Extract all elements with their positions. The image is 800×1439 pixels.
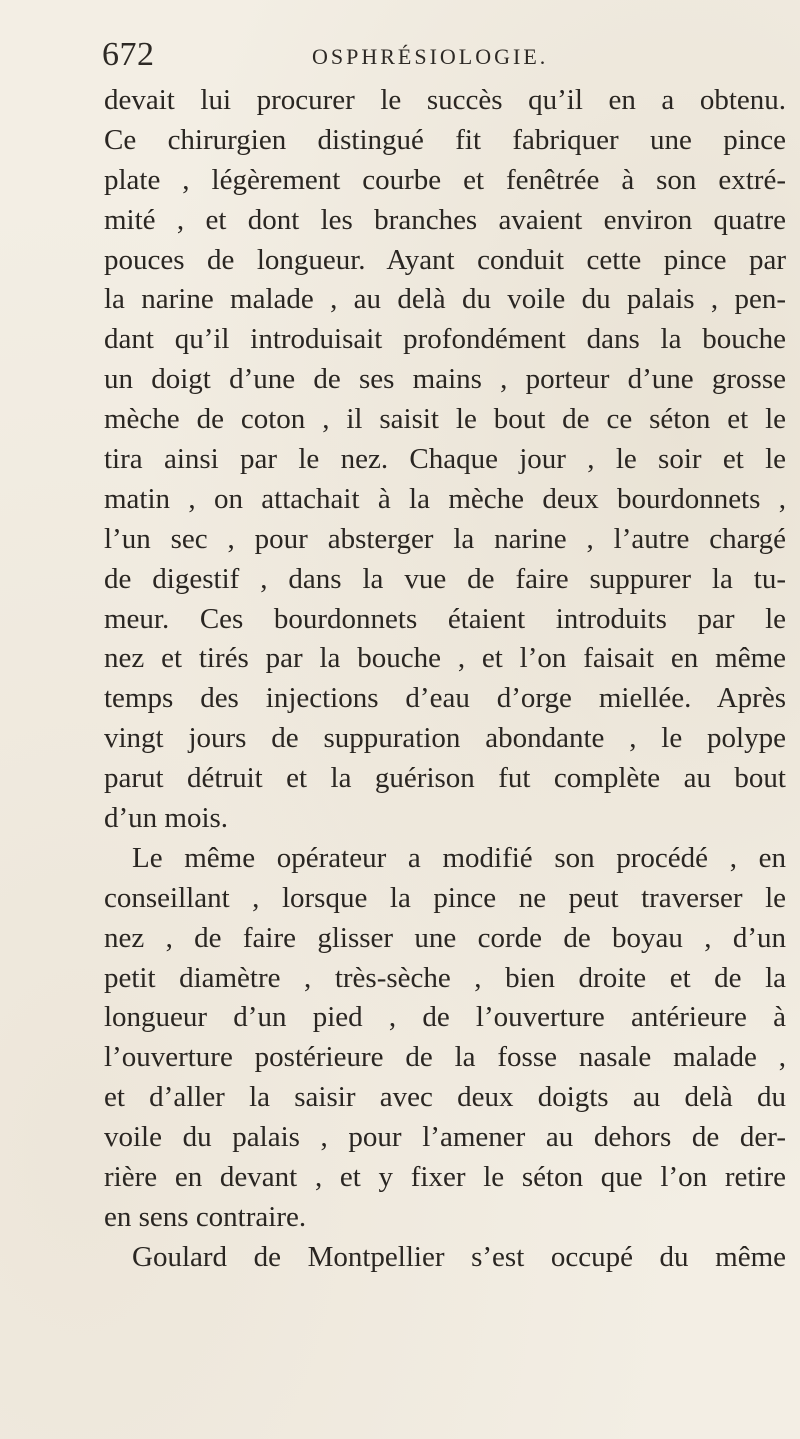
text-line: en sens contraire. xyxy=(104,1200,307,1233)
text-line: parut détruit et la guérison fut complète au bout xyxy=(104,762,786,795)
text-line: voile du palais , pour l’amener au dehors de der- xyxy=(104,1121,786,1154)
text-line: la narine malade , au delà du voile du palais , pen- xyxy=(104,283,786,316)
running-head: OSPHRÉSIOLOGIE. xyxy=(312,44,549,69)
text-line: pouces de longueur. Ayant conduit cette pince par xyxy=(104,243,786,276)
text-line: de digestif , dans la vue de faire suppurer la tu- xyxy=(104,562,786,595)
text-line: temps des injections d’eau d’orge miellée. Après xyxy=(104,682,786,715)
text-line: mité , et dont les branches avaient environ quatre xyxy=(104,203,786,236)
text-line: mèche de coton , il saisit le bout de ce séton et le xyxy=(104,403,786,436)
text-line: l’un sec , pour absterger la narine , l’autre chargé xyxy=(104,522,786,555)
text-line: l’ouverture postérieure de la fosse nasale malade , xyxy=(104,1041,786,1074)
text-line: plate , légèrement courbe et fenêtrée à son extré- xyxy=(104,163,786,196)
text-line: tira ainsi par le nez. Chaque jour , le soir et le xyxy=(104,443,786,476)
text-line: conseillant , lorsque la pince ne peut traverser le xyxy=(104,881,786,914)
text-line: Ce chirurgien distingué fit fabriquer une pince xyxy=(104,123,786,156)
text-line: meur. Ces bourdonnets étaient introduits par le xyxy=(104,602,786,635)
text-line: nez et tirés par la bouche , et l’on faisait en même xyxy=(104,642,786,675)
page-number: 672 xyxy=(102,36,155,73)
text-line: longueur d’un pied , de l’ouverture antérieure à xyxy=(104,1001,786,1034)
text-line: Le même opérateur a modifié son procédé , en xyxy=(132,841,786,874)
text-line: rière en devant , et y fixer le séton que l’on retire xyxy=(104,1161,786,1194)
body-text xyxy=(104,81,786,1278)
text-line: d’un mois. xyxy=(104,802,229,835)
page-header xyxy=(102,36,702,76)
text-line: nez , de faire glisser une corde de boyau , d’un xyxy=(104,921,786,954)
text-line: et d’aller la saisir avec deux doigts au delà du xyxy=(104,1081,786,1114)
text-line: vingt jours de suppuration abondante , le polype xyxy=(104,722,786,755)
text-line: un doigt d’une de ses mains , porteur d’une grosse xyxy=(104,363,786,396)
text-line: matin , on attachait à la mèche deux bourdonnets , xyxy=(104,482,786,515)
text-line: Goulard de Montpellier s’est occupé du même xyxy=(132,1240,786,1273)
text-line: petit diamètre , très-sèche , bien droite et de la xyxy=(104,961,786,994)
text-line: devait lui procurer le succès qu’il en a obtenu. xyxy=(104,84,786,116)
text-line: dant qu’il introduisait profondément dans la bouche xyxy=(104,323,786,356)
